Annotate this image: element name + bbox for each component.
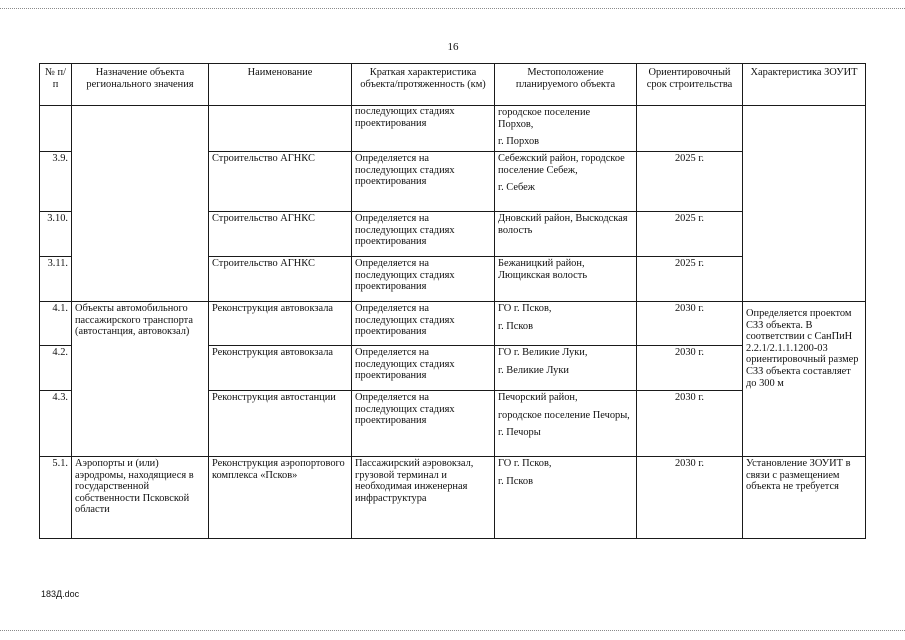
cell-zouit-group4: Определяется проектом СЗЗ объекта. В соответствии с СанПиН 2.2.1/2.1.1.1200-03 ориентировочный размер СЗЗ объекта составляет до 300 м xyxy=(743,302,866,457)
cell-location xyxy=(495,457,637,539)
cell-location-line: городское поселение xyxy=(498,107,591,118)
cell-term: 2030 г. xyxy=(637,302,743,346)
cell-term: 2025 г. xyxy=(637,257,743,302)
scan-edge-top xyxy=(0,8,905,9)
objects-table xyxy=(39,63,866,539)
cell-purpose-group4: Объекты автомобильного пассажирского транспорта (автостанция, автовокзал) xyxy=(72,302,209,457)
cell-number: 3.11. xyxy=(40,257,72,302)
cell-location-line: Себежский район, городское поселение Себеж, xyxy=(498,153,625,176)
table-row xyxy=(40,302,866,346)
cell-location-line: г. Себеж xyxy=(498,182,535,194)
table-row xyxy=(40,457,866,539)
cell-location xyxy=(495,346,637,391)
cell-term: 2025 г. xyxy=(637,152,743,212)
footer-filename: 183Д.doc xyxy=(41,589,80,599)
cell-location xyxy=(495,391,637,457)
cell-name: Реконструкция аэропортового комплекса «Псков» xyxy=(209,457,352,539)
cell-number: 4.1. xyxy=(40,302,72,346)
cell-number xyxy=(40,106,72,152)
cell-location-line: городское поселение Печоры, xyxy=(498,409,630,421)
cell-name: Реконструкция автовокзала xyxy=(209,302,352,346)
cell-characteristic: Определяется на последующих стадиях проектирования xyxy=(352,212,495,257)
header-characteristic: Краткая характеристика объекта/протяженность (км) xyxy=(352,64,495,106)
cell-location-line: г. Псков xyxy=(498,475,534,487)
cell-number: 4.3. xyxy=(40,391,72,457)
cell-characteristic: Определяется на последующих стадиях проектирования xyxy=(352,302,495,346)
cell-name: Реконструкция автостанции xyxy=(209,391,352,457)
header-term: Ориентировочный срок строительства xyxy=(637,64,743,106)
cell-purpose-group3 xyxy=(72,106,209,302)
cell-location: Бежаницкий район, Лющикская волость xyxy=(495,257,637,302)
cell-location-line: ГО г. Великие Луки, xyxy=(498,347,588,358)
cell-location-line: Печорский район, xyxy=(498,392,578,403)
cell-location xyxy=(495,152,637,212)
scan-edge-bottom xyxy=(0,630,905,631)
cell-number: 3.9. xyxy=(40,152,72,212)
cell-location-line: ГО г. Псков, xyxy=(498,303,552,314)
cell-location-line: Порхов, xyxy=(498,118,534,130)
cell-name: Реконструкция автовокзала xyxy=(209,346,352,391)
cell-location xyxy=(495,106,637,152)
cell-number: 5.1. xyxy=(40,457,72,539)
cell-purpose-group5: Аэропорты и (или) аэродромы, находящиеся в государственной собственности Псковской области xyxy=(72,457,209,539)
cell-term: 2025 г. xyxy=(637,212,743,257)
cell-name xyxy=(209,106,352,152)
cell-zouit-group3 xyxy=(743,106,866,302)
cell-characteristic: Определяется на последующих стадиях проектирования xyxy=(352,152,495,212)
cell-number: 4.2. xyxy=(40,346,72,391)
header-number: № п/п xyxy=(40,64,72,106)
cell-location-line: г. Псков xyxy=(498,320,534,332)
table-header-row xyxy=(40,64,866,106)
cell-term xyxy=(637,106,743,152)
header-zouit: Характеристика ЗОУИТ xyxy=(743,64,866,106)
cell-location: Дновский район, Выскодская волость xyxy=(495,212,637,257)
page-number: 16 xyxy=(447,41,459,53)
header-purpose: Назначение объекта регионального значения xyxy=(72,64,209,106)
cell-term: 2030 г. xyxy=(637,346,743,391)
cell-term: 2030 г. xyxy=(637,391,743,457)
cell-characteristic-line: последующих стадиях xyxy=(355,106,455,117)
cell-location-line: г. Печоры xyxy=(498,427,541,439)
cell-characteristic xyxy=(352,106,495,152)
cell-location-line: ГО г. Псков, xyxy=(498,458,552,469)
cell-characteristic: Определяется на последующих стадиях проектирования xyxy=(352,346,495,391)
cell-term: 2030 г. xyxy=(637,457,743,539)
cell-name: Строительство АГНКС xyxy=(209,257,352,302)
cell-characteristic: Определяется на последующих стадиях проектирования xyxy=(352,257,495,302)
cell-location-line: г. Порхов xyxy=(498,136,540,148)
cell-name: Строительство АГНКС xyxy=(209,152,352,212)
cell-location-line: г. Великие Луки xyxy=(498,364,569,376)
cell-name: Строительство АГНКС xyxy=(209,212,352,257)
header-name: Наименование xyxy=(209,64,352,106)
cell-number: 3.10. xyxy=(40,212,72,257)
cell-location xyxy=(495,302,637,346)
cell-characteristic: Определяется на последующих стадиях проектирования xyxy=(352,391,495,457)
cell-zouit-group5: Установление ЗОУИТ в связи с размещением объекта не требуется xyxy=(743,457,866,539)
cell-characteristic-line: проектирования xyxy=(355,117,427,129)
table-row-continuation xyxy=(40,106,866,152)
cell-characteristic: Пассажирский аэровокзал, грузовой терминал и необходимая инженерная инфраструктура xyxy=(352,457,495,539)
header-location: Местоположение планируемого объекта xyxy=(495,64,637,106)
